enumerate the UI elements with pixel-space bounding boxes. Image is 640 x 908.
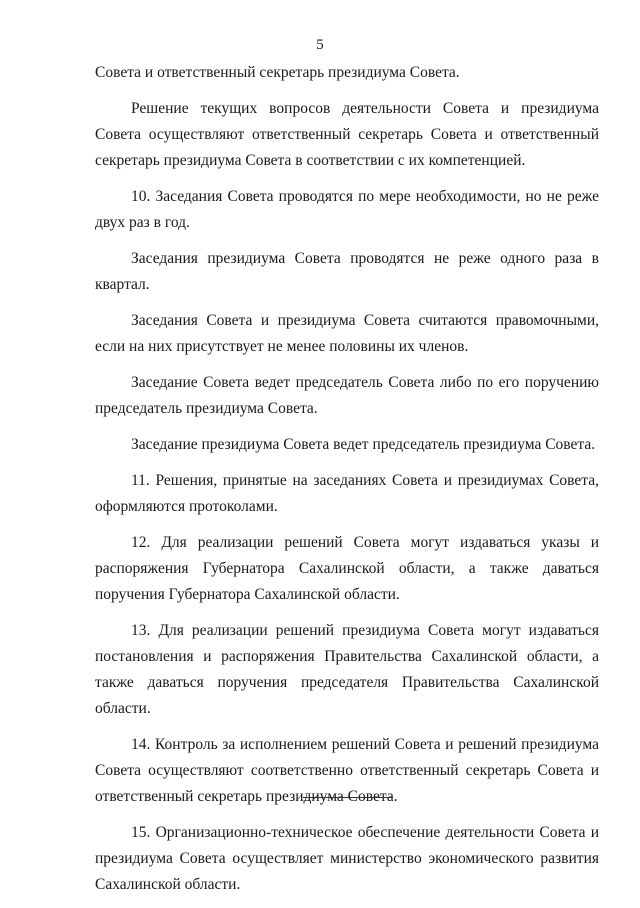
paragraph-current-issues: Решение текущих вопросов деятельности Совета и президиума Совета осуществляют ответственный секретарь Совета и ответственный секретарь президиума Совета в соответствии с их компетенцией. [95,100,599,169]
page-number: 5 [316,37,324,53]
paragraph-presidium-chair: Заседание президиума Совета ведет председатель президиума Совета. [131,436,596,453]
paragraph-item-13: 13. Для реализации решений президиума Совета могут издаваться постановления и распоряжения Правительства Сахалинской области, а также даваться поручения председателя Правительства Сахалинской области. [95,622,599,717]
paragraph-item-15: 15. Организационно-техническое обеспечение деятельности Совета и президиума Совета осуществляет министерство экономического развития Сахалинской области. [95,824,599,893]
document-body [95,60,599,908]
paragraph-continuation: Совета и ответственный секретарь президиума Совета. [95,64,460,81]
paragraph-item-12: 12. Для реализации решений Совета могут издаваться указы и распоряжения Губернатора Сахалинской области, а также даваться поручения Губернатора Сахалинской области. [95,534,599,603]
paragraph-item-11: 11. Решения, принятые на заседаниях Совета и президиумах Совета, оформляются протоколами. [95,472,599,515]
end-divider [303,797,393,798]
paragraph-item-10: 10. Заседания Совета проводятся по мере необходимости, но не реже двух раз в год. [95,188,599,231]
paragraph-council-chair: Заседание Совета ведет председатель Совета либо по его поручению председатель президиума Совета. [95,374,599,417]
paragraph-presidium-meetings: Заседания президиума Совета проводятся не реже одного раза в квартал. [95,250,599,293]
paragraph-item-14: 14. Контроль за исполнением решений Совета и решений президиума Совета осуществляют соответственно ответственный секретарь Совета и ответственный секретарь президиума Совета. [95,736,599,805]
paragraph-quorum: Заседания Совета и президиума Совета считаются правомочными, если на них присутствует не менее половины их членов. [95,312,599,355]
